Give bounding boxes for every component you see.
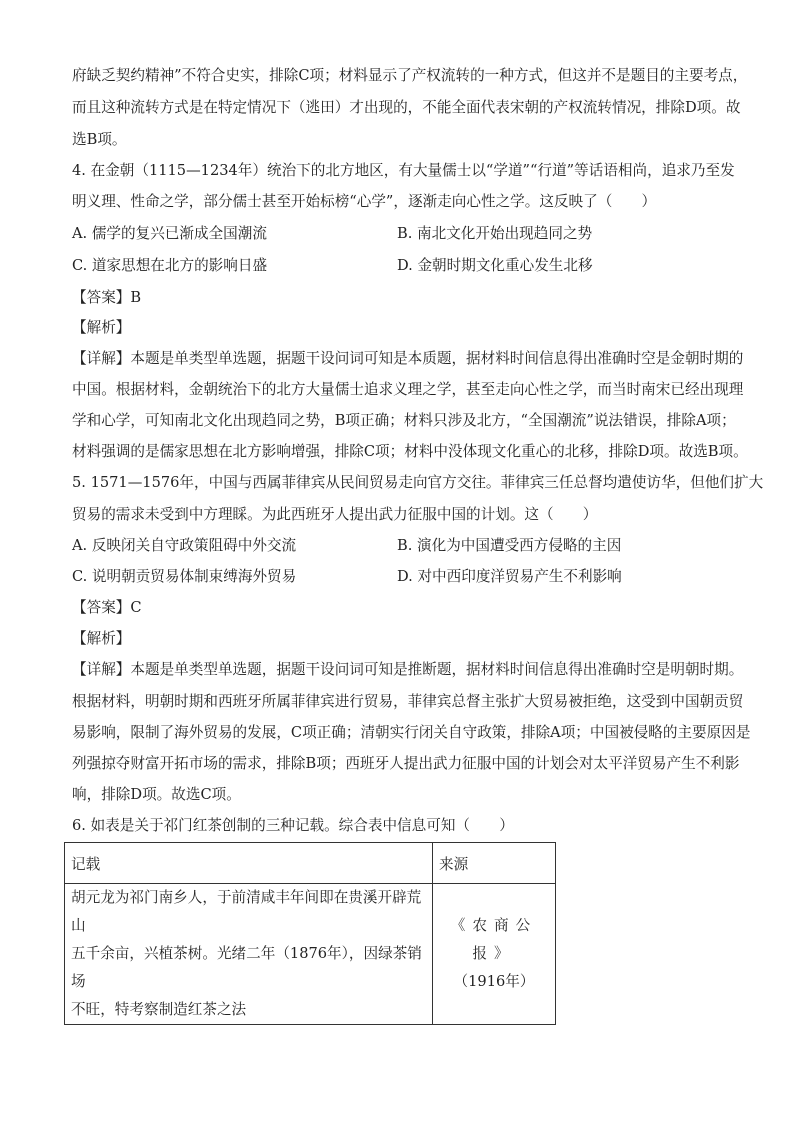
explanation-line: 响，排除D项。故选C项。 <box>72 786 241 803</box>
option-d: D. 金朝时期文化重心发生北移 <box>397 257 593 274</box>
option-c: C. 道家思想在北方的影响日盛 <box>72 257 268 274</box>
source-name: 《农商公报》 <box>450 917 538 962</box>
record-line: 不旺，特考察制造红茶之法 <box>71 1001 247 1018</box>
table-cell-record <box>65 884 433 1025</box>
table-cell-source <box>433 884 556 1025</box>
explanation-line: 易影响，限制了海外贸易的发展，C项正确；清朝实行闭关自守政策，排除A项；中国被侵略的主要原因是 <box>72 724 751 741</box>
option-a: A. 反映闭关自守政策阻碍中外交流 <box>72 537 297 554</box>
option-b: B. 南北文化开始出现趋同之势 <box>397 225 593 242</box>
explanation-line: 根据材料，明朝时期和西班牙所属菲律宾进行贸易，菲律宾总督主张扩大贸易被拒绝，这受到中国朝贡贸 <box>72 693 744 710</box>
question-4-stem: 明义理、性命之学，部分儒士甚至开始标榜“心学”，逐渐走向心性之学。这反映了（ ） <box>72 193 657 210</box>
table-header-row <box>65 843 556 884</box>
table-row <box>65 884 556 1025</box>
table-header-source: 来源 <box>433 843 556 884</box>
record-line: 五千余亩，兴植茶树。光绪二年（1876年），因绿茶销场 <box>71 945 422 990</box>
option-c: C. 说明朝贡贸易体制束缚海外贸易 <box>72 568 297 585</box>
table-header-record: 记载 <box>65 843 433 884</box>
text-line: 府缺乏契约精神”不符合史实，排除C项；材料显示了产权流转的一种方式，但这并不是题目的主要考点， <box>72 67 748 84</box>
question-4-stem: 4. 在金朝（1115—1234年）统治下的北方地区，有大量儒士以“学道”“行道”等话语相尚，追求乃至发 <box>72 162 735 179</box>
question-5-stem: 贸易的需求未受到中方理睬。为此西班牙人提出武力征服中国的计划。这（ ） <box>72 506 598 523</box>
answer-label: 【答案】B <box>72 289 142 306</box>
text-line: 而且这种流转方式是在特定情况下（逃田）才出现的，不能全面代表宋朝的产权流转情况，排除D项。故 <box>72 99 741 116</box>
explanation-line: 材料强调的是儒家思想在北方影响增强，排除C项；材料中没体现文化重心的北移，排除D项。故选B项。 <box>72 443 748 460</box>
option-b: B. 演化为中国遭受西方侵略的主因 <box>397 537 622 554</box>
answer-label: 【答案】C <box>72 599 142 616</box>
explanation-line: 【详解】本题是单类型单选题，据题干设问词可知是本质题，据材料时间信息得出准确时空是金朝时期的 <box>72 350 744 367</box>
record-line: 胡元龙为祁门南乡人，于前清咸丰年间即在贵溪开辟荒山 <box>71 889 422 934</box>
source-table <box>64 842 556 1025</box>
source-year: （1916年） <box>453 973 535 990</box>
text-line: 选B项。 <box>72 131 127 148</box>
explanation-line: 中国。根据材料，金朝统治下的北方大量儒士追求义理之学，甚至走向心性之学，而当时南宋已经出现理 <box>72 381 744 398</box>
option-a: A. 儒学的复兴已渐成全国潮流 <box>72 225 267 242</box>
option-d: D. 对中西印度洋贸易产生不利影响 <box>397 568 622 585</box>
explanation-line: 列强掠夺财富开拓市场的需求，排除B项；西班牙人提出武力征服中国的计划会对太平洋贸易产生不利影 <box>72 755 740 772</box>
question-6-stem: 6. 如表是关于祁门红茶创制的三种记载。综合表中信息可知（ ） <box>72 817 514 834</box>
analysis-label: 【解析】 <box>72 630 131 647</box>
explanation-line: 学和心学，可知南北文化出现趋同之势，B项正确；材料只涉及北方，“全国潮流”说法错误，排除A项； <box>72 412 736 429</box>
analysis-label: 【解析】 <box>72 319 131 336</box>
explanation-line: 【详解】本题是单类型单选题，据题干设问词可知是推断题，据材料时间信息得出准确时空是明朝时期。 <box>72 661 744 678</box>
question-5-stem: 5. 1571—1576年，中国与西属菲律宾从民间贸易走向官方交往。菲律宾三任总督均遣使访华，但他们扩大 <box>72 474 764 491</box>
